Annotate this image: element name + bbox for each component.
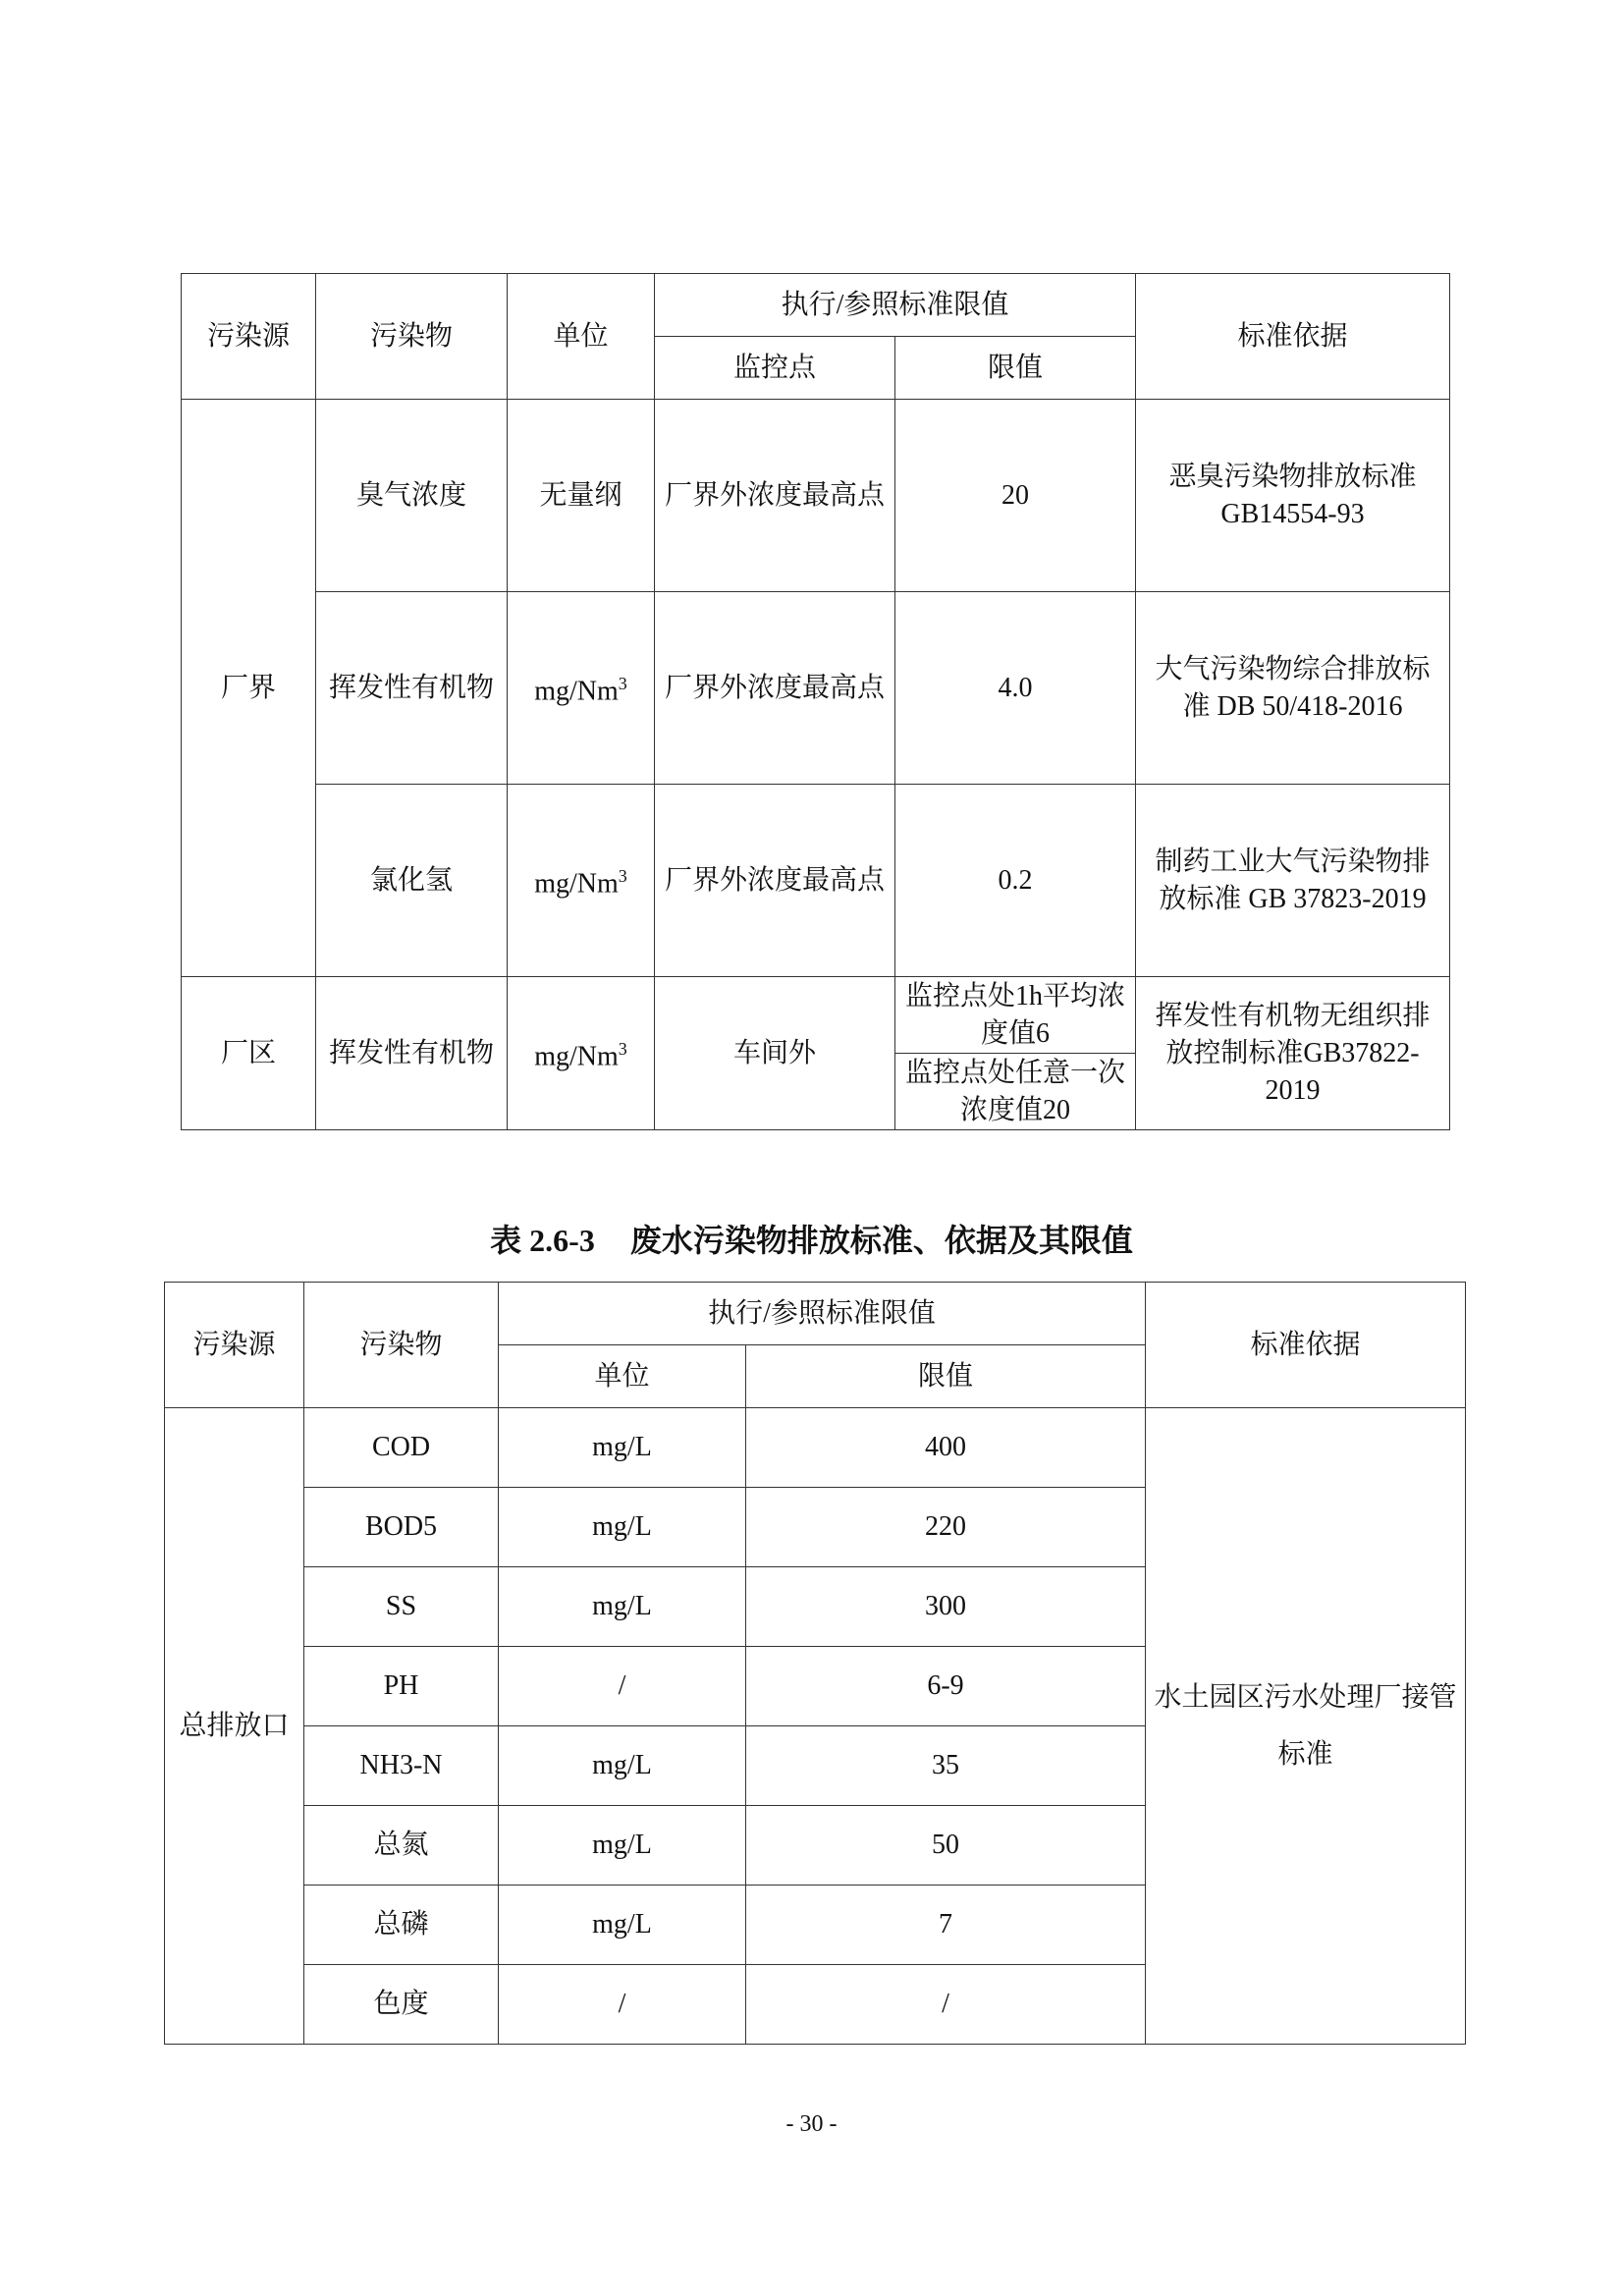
header-pollutant: 污染物: [304, 1283, 499, 1408]
unit-base: mg/Nm: [534, 1041, 619, 1072]
pollutant-cell: PH: [304, 1647, 499, 1726]
unit-cell: 无量纲: [508, 400, 655, 592]
pollutant-cell: NH3-N: [304, 1726, 499, 1806]
unit-cell: mg/L: [499, 1806, 746, 1886]
limit-cell: 0.2: [895, 785, 1136, 977]
monitor-cell: 厂界外浓度最高点: [655, 592, 895, 785]
header-basis: 标准依据: [1146, 1283, 1466, 1408]
unit-cell: /: [499, 1647, 746, 1726]
basis-cell: 恶臭污染物排放标准GB14554-93: [1136, 400, 1450, 592]
limit-cell: 7: [746, 1886, 1146, 1965]
unit-cell: mg/L: [499, 1886, 746, 1965]
limit-cell: 监控点处1h平均浓度值6: [895, 977, 1136, 1054]
table-row: [182, 592, 1450, 785]
limit-cell: 4.0: [895, 592, 1136, 785]
header-limit-group: 执行/参照标准限值: [655, 274, 1136, 337]
caption-title: 废水污染物排放标准、依据及其限值: [629, 1223, 1133, 1258]
limit-cell: 300: [746, 1567, 1146, 1647]
unit-cell: [508, 592, 655, 785]
unit-sup: 3: [618, 674, 627, 694]
table-row: [182, 785, 1450, 977]
header-unit: 单位: [508, 274, 655, 400]
unit-base: mg/Nm: [534, 676, 619, 707]
unit-cell: mg/L: [499, 1488, 746, 1567]
pollutant-cell: 总氮: [304, 1806, 499, 1886]
unit-cell: mg/L: [499, 1408, 746, 1488]
pollutant-cell: 总磷: [304, 1886, 499, 1965]
basis-cell: 制药工业大气污染物排放标准 GB 37823-2019: [1136, 785, 1450, 977]
table-row: [182, 977, 1450, 1054]
limit-cell: 400: [746, 1408, 1146, 1488]
source-outlet: 总排放口: [165, 1408, 304, 2045]
basis-cell: 水土园区污水处理厂接管标准: [1146, 1408, 1466, 2045]
pollutant-cell: 挥发性有机物: [316, 592, 508, 785]
header-basis: 标准依据: [1136, 274, 1450, 400]
pollutant-cell: 臭气浓度: [316, 400, 508, 592]
pollutant-cell: 挥发性有机物: [316, 977, 508, 1130]
header-limit: 限值: [895, 337, 1136, 400]
basis-cell: 大气污染物综合排放标准 DB 50/418-2016: [1136, 592, 1450, 785]
header-source: 污染源: [165, 1283, 304, 1408]
unit-cell: /: [499, 1965, 746, 2045]
wastewater-pollutant-table: [164, 1282, 1466, 2045]
pollutant-cell: BOD5: [304, 1488, 499, 1567]
monitor-cell: 厂界外浓度最高点: [655, 785, 895, 977]
unit-cell: [508, 785, 655, 977]
limit-cell: 35: [746, 1726, 1146, 1806]
unit-sup: 3: [618, 866, 627, 887]
air-pollutant-table: [181, 273, 1450, 1130]
limit-cell: 50: [746, 1806, 1146, 1886]
group-factory-boundary: 厂界: [182, 400, 316, 977]
pollutant-cell: 氯化氢: [316, 785, 508, 977]
unit-cell: mg/L: [499, 1726, 746, 1806]
limit-cell: 220: [746, 1488, 1146, 1567]
header-source: 污染源: [182, 274, 316, 400]
unit-base: mg/Nm: [534, 868, 619, 900]
unit-sup: 3: [618, 1039, 627, 1060]
group-plant-area: 厂区: [182, 977, 316, 1130]
limit-cell: 20: [895, 400, 1136, 592]
table-row: [165, 1408, 1466, 1488]
header-pollutant: 污染物: [316, 274, 508, 400]
pollutant-cell: SS: [304, 1567, 499, 1647]
header-unit: 单位: [499, 1345, 746, 1408]
header-limit-group: 执行/参照标准限值: [499, 1283, 1146, 1345]
pollutant-cell: 色度: [304, 1965, 499, 2045]
table-row: [182, 400, 1450, 592]
monitor-cell: 车间外: [655, 977, 895, 1130]
header-limit: 限值: [746, 1345, 1146, 1408]
basis-cell: 挥发性有机物无组织排放控制标准GB37822-2019: [1136, 977, 1450, 1130]
header-monitor-point: 监控点: [655, 337, 895, 400]
monitor-cell: 厂界外浓度最高点: [655, 400, 895, 592]
limit-cell: 6-9: [746, 1647, 1146, 1726]
limit-cell: /: [746, 1965, 1146, 2045]
unit-cell: [508, 977, 655, 1130]
caption-number: 表 2.6-3: [490, 1223, 595, 1258]
pollutant-cell: COD: [304, 1408, 499, 1488]
page-number: - 30 -: [785, 2111, 838, 2137]
limit-cell: 监控点处任意一次浓度值20: [895, 1054, 1136, 1130]
unit-cell: mg/L: [499, 1567, 746, 1647]
table-caption: [0, 1216, 1623, 1261]
